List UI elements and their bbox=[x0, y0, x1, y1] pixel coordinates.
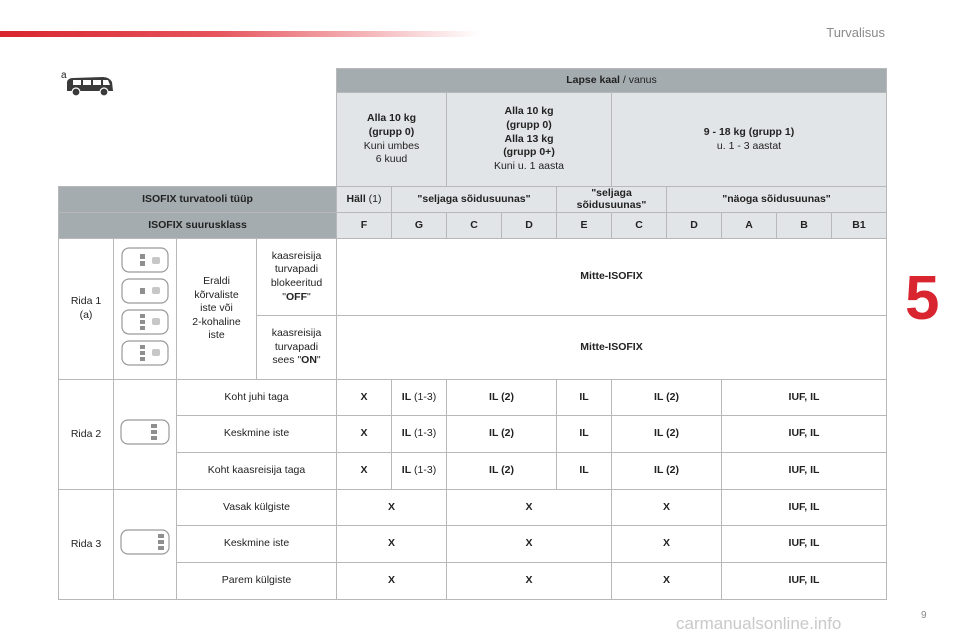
rear-seat-diagram-icon bbox=[118, 526, 172, 558]
cell: IL bbox=[557, 416, 612, 453]
cell: IUF, IL bbox=[722, 380, 887, 416]
cell: IL (2) bbox=[612, 453, 722, 490]
cell: IL (2) bbox=[612, 380, 722, 416]
cell: X bbox=[337, 563, 447, 600]
size-class: B bbox=[777, 213, 832, 239]
cell: IL (1-3) bbox=[392, 380, 447, 416]
seat-name: Vasak külgiste bbox=[177, 490, 337, 526]
cell: X bbox=[337, 380, 392, 416]
cell: X bbox=[337, 490, 447, 526]
group-1-header: 9 - 18 kg (grupp 1) u. 1 - 3 aastat bbox=[612, 93, 887, 187]
cell: X bbox=[337, 453, 392, 490]
cell: IL (2) bbox=[447, 453, 557, 490]
cell: X bbox=[447, 563, 612, 600]
middle-seat-diagram-icon bbox=[118, 416, 172, 448]
page-number: 9 bbox=[921, 610, 927, 621]
cell: X bbox=[447, 490, 612, 526]
icon-cell bbox=[59, 69, 337, 187]
cell: X bbox=[447, 526, 612, 563]
airbag-on-cell: kaasreisija turvapadi sees "ON" bbox=[257, 316, 337, 380]
size-class: F bbox=[337, 213, 392, 239]
type-rear-1: "seljaga sõidusuunas" bbox=[392, 187, 557, 213]
cell: IL bbox=[557, 453, 612, 490]
type-rear-2: "seljaga sõidusuunas" bbox=[557, 187, 667, 213]
cell: IUF, IL bbox=[722, 490, 887, 526]
cell: IUF, IL bbox=[722, 526, 887, 563]
watermark: carmanualsonline.info bbox=[676, 614, 842, 633]
row2-label: Rida 2 bbox=[59, 380, 114, 490]
size-class: C bbox=[447, 213, 502, 239]
cell: IUF, IL bbox=[722, 416, 887, 453]
cell: X bbox=[612, 563, 722, 600]
cell: IL bbox=[557, 380, 612, 416]
size-class: D bbox=[502, 213, 557, 239]
cell: X bbox=[337, 416, 392, 453]
size-class: E bbox=[557, 213, 612, 239]
isofix-table bbox=[58, 68, 887, 600]
cell: IL (2) bbox=[447, 380, 557, 416]
size-class: G bbox=[392, 213, 447, 239]
row3-label: Rida 3 bbox=[59, 490, 114, 600]
cell: IL (1-3) bbox=[392, 416, 447, 453]
cell: IL (1-3) bbox=[392, 453, 447, 490]
size-row-label: ISOFIX suurusklass bbox=[59, 213, 337, 239]
cell: X bbox=[612, 490, 722, 526]
seat-name: Koht kaasreisija taga bbox=[177, 453, 337, 490]
cell: IL (2) bbox=[447, 416, 557, 453]
size-class: C bbox=[612, 213, 667, 239]
row1-seat-diagrams bbox=[114, 239, 177, 380]
seat-name: Parem külgiste bbox=[177, 563, 337, 600]
group-0-header: Alla 10 kg (grupp 0) Kuni umbes 6 kuud bbox=[337, 93, 447, 187]
cell: IUF, IL bbox=[722, 453, 887, 490]
section-title: Turvalisus bbox=[826, 25, 885, 40]
seat-name: Koht juhi taga bbox=[177, 380, 337, 416]
weight-header: Lapse kaal / vanus bbox=[337, 69, 887, 93]
type-hall: Häll (1) bbox=[337, 187, 392, 213]
cell: IL (2) bbox=[612, 416, 722, 453]
header-accent-bar bbox=[0, 31, 480, 37]
row1-label: Rida 1 (a) bbox=[59, 239, 114, 380]
van-icon bbox=[59, 69, 117, 99]
size-class: A bbox=[722, 213, 777, 239]
group-0plus-header: Alla 10 kg (grupp 0) Alla 13 kg (grupp 0+) Kuni u. 1 aasta bbox=[447, 93, 612, 187]
cell: X bbox=[337, 526, 447, 563]
cell: X bbox=[612, 526, 722, 563]
icon-letter: a bbox=[60, 69, 67, 81]
row1-airbag-off-value: Mitte-ISOFIX bbox=[337, 239, 887, 316]
seat-name: Keskmine iste bbox=[177, 526, 337, 563]
cell: IUF, IL bbox=[722, 563, 887, 600]
row3-seat-diagram bbox=[114, 490, 177, 600]
type-front: "näoga sõidusuunas" bbox=[667, 187, 887, 213]
size-class: D bbox=[667, 213, 722, 239]
seat-name: Keskmine iste bbox=[177, 416, 337, 453]
front-seat-diagram-icon bbox=[116, 244, 174, 370]
row1-seat-description: Eraldi kõrvaliste iste või 2-kohaline iste bbox=[177, 239, 257, 380]
type-row-label: ISOFIX turvatooli tüüp bbox=[59, 187, 337, 213]
row1-airbag-on-value: Mitte-ISOFIX bbox=[337, 316, 887, 380]
size-class: B1 bbox=[832, 213, 887, 239]
chapter-number: 5 bbox=[905, 264, 940, 333]
airbag-off-cell: kaasreisija turvapadi blokeeritud "OFF" bbox=[257, 239, 337, 316]
row2-seat-diagram bbox=[114, 380, 177, 490]
